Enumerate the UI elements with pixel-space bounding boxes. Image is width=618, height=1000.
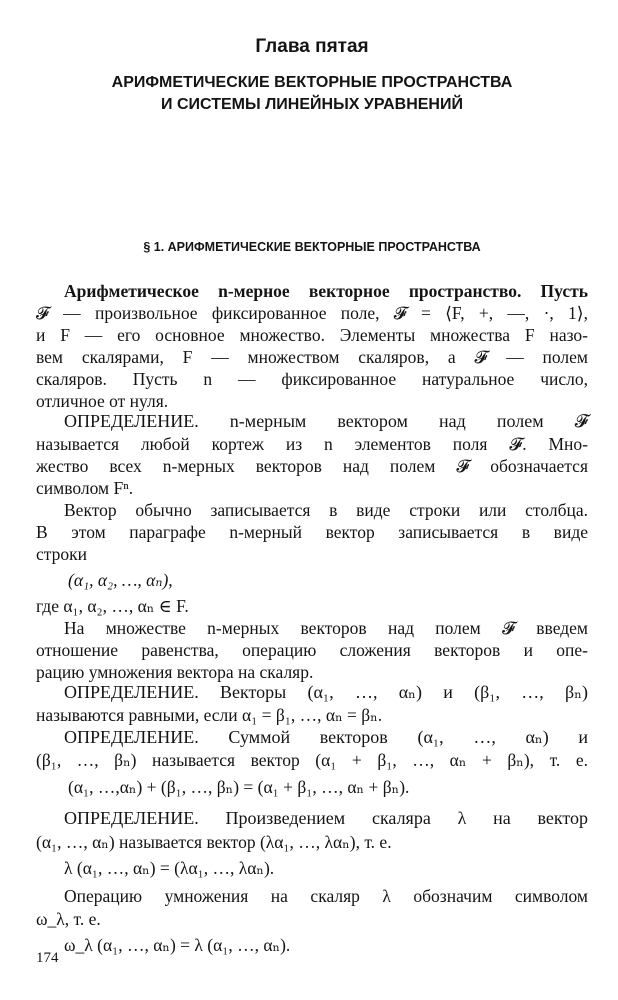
paragraph-lead-line: Арифметическое n-мерное векторное пространство. Пусть [64, 281, 588, 301]
body-line: ω_λ, т. е. [36, 909, 101, 929]
body-line: символом Fⁿ. [36, 478, 134, 498]
body-line: Операцию умножения на скаляр λ обозначим символом [64, 886, 588, 906]
definition-line: ОПРЕДЕЛЕНИЕ. Векторы (α₁, …, αₙ) и (β₁, …, βₙ) [64, 682, 588, 702]
body-line: (α₁, …, αₙ) называется вектор (λα₁, …, λαₙ), т. е. [36, 832, 392, 852]
formula-line: (α₁, α₂, …, αₙ), [68, 570, 173, 590]
definition-line: ОПРЕДЕЛЕНИЕ. Произведением скаляра λ на вектор [64, 808, 588, 828]
body-line: где α₁, α₂, …, αₙ ∈ F. [36, 596, 189, 616]
body-line: строки [36, 544, 87, 564]
definition-line: ОПРЕДЕЛЕНИЕ. n-мерным вектором над полем 𝓕 [64, 411, 588, 431]
body-line: вем скалярами, F — множеством скаляров, а 𝓕 — полем [36, 347, 588, 367]
section-heading: § 1. АРИФМЕТИЧЕСКИЕ ВЕКТОРНЫЕ ПРОСТРАНСТВА [143, 240, 481, 254]
body-line: жество всех n-мерных векторов над полем 𝓕 обозначается [36, 456, 588, 476]
body-line: и F — его основное множество. Элементы множества F назо- [36, 325, 588, 345]
formula-line: ω_λ (α₁, …, αₙ) = λ (α₁, …, αₙ). [64, 935, 291, 955]
body-line: называются равными, если α₁ = β₁, …, αₙ = βₙ. [36, 705, 383, 725]
body-line: Вектор обычно записывается в виде строки или столбца. [64, 500, 588, 520]
chapter-heading: Глава пятая [255, 36, 369, 57]
body-line: отношение равенства, операцию сложения векторов и опе- [36, 640, 588, 660]
page-number: 174 [36, 950, 59, 966]
body-line: В этом параграфе n-мерный вектор записывается в виде [36, 522, 588, 542]
body-line: называется любой кортеж из n элементов поля 𝓕. Мно- [36, 434, 588, 454]
formula-line: (α₁, …,αₙ) + (β₁, …, βₙ) = (α₁ + β₁, …, αₙ + βₙ). [68, 777, 410, 797]
body-line: рацию умножения вектора на скаляр. [36, 662, 314, 682]
body-line: (β₁, …, βₙ) называется вектор (α₁ + β₁, …, αₙ + βₙ), т. е. [36, 750, 588, 770]
body-line: отличное от нуля. [36, 391, 169, 411]
body-line: На множестве n-мерных векторов над полем 𝓕 введем [64, 618, 588, 638]
chapter-title [36, 72, 588, 116]
book-page [36, 0, 588, 1000]
body-line: скаляров. Пусть n — фиксированное натуральное число, [36, 369, 588, 389]
chapter-title-line: АРИФМЕТИЧЕСКИЕ ВЕКТОРНЫЕ ПРОСТРАНСТВА [111, 74, 513, 91]
body-line: 𝓕 — произвольное фиксированное поле, 𝓕 = ⟨F, +, —, ·, 1⟩, [36, 303, 588, 323]
definition-line: ОПРЕДЕЛЕНИЕ. Суммой векторов (α₁, …, αₙ) и [64, 727, 588, 747]
formula-line: λ (α₁, …, αₙ) = (λα₁, …, λαₙ). [64, 858, 275, 878]
chapter-title-line: И СИСТЕМЫ ЛИНЕЙНЫХ УРАВНЕНИЙ [161, 96, 463, 113]
